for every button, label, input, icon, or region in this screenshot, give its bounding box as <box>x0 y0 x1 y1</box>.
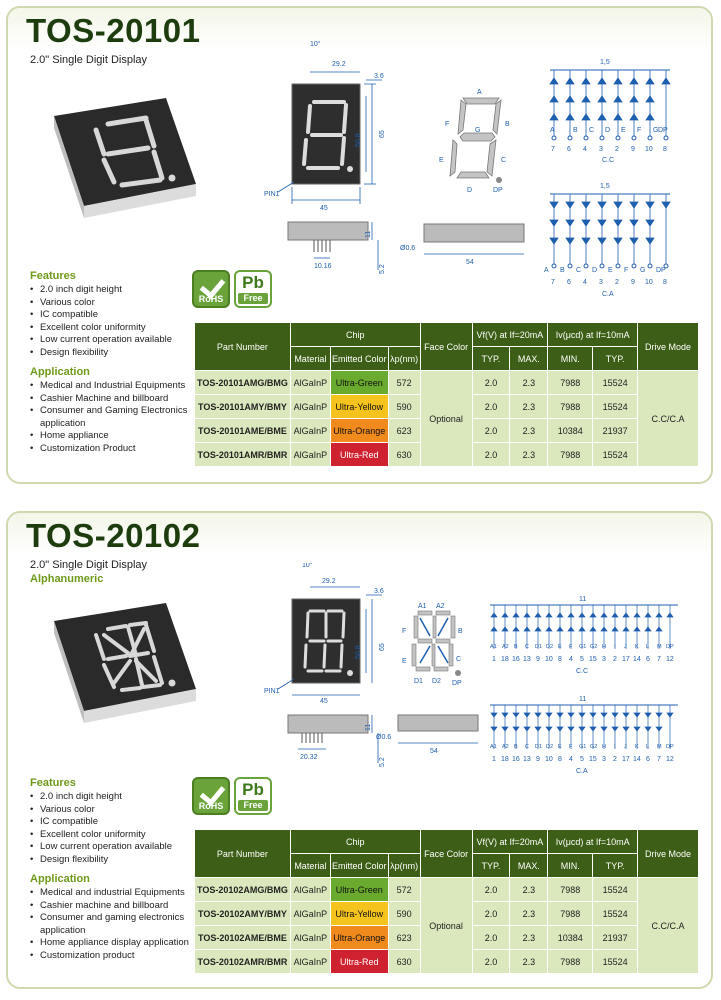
svg-text:16: 16 <box>512 756 520 763</box>
svg-text:7: 7 <box>551 279 555 286</box>
svg-text:D: D <box>592 267 598 274</box>
seg-label-g: G <box>475 127 481 134</box>
svg-text:DP: DP <box>666 744 674 750</box>
list-item: • Customization product <box>30 950 205 963</box>
color-chip-orange: Ultra-Orange <box>330 926 388 950</box>
svg-text:C.A: C.A <box>602 291 614 298</box>
schematic-common-cathode <box>540 56 680 166</box>
svg-text:8: 8 <box>558 756 562 763</box>
schematic-common-anode <box>540 180 680 305</box>
svg-text:1,5: 1,5 <box>600 59 610 66</box>
segment-layout-diagram <box>396 601 476 691</box>
svg-text:8: 8 <box>663 146 667 153</box>
svg-text:8: 8 <box>558 656 562 663</box>
svg-text:C: C <box>525 744 529 750</box>
svg-text:B: B <box>514 744 518 750</box>
svg-text:A: A <box>550 127 555 134</box>
svg-text:50.8: 50.8 <box>355 645 362 659</box>
svg-text:C.C: C.C <box>576 668 589 675</box>
pb-free-badge: Pb Free <box>234 777 272 815</box>
svg-text:20.32: 20.32 <box>300 754 318 761</box>
product-title: TOS-20102 <box>26 517 201 554</box>
svg-text:G1: G1 <box>579 644 587 650</box>
color-chip-green: Ultra-Green <box>330 371 388 395</box>
list-item: • Consumer and gaming electronics application <box>30 912 205 937</box>
svg-text:B: B <box>514 644 518 650</box>
svg-text:B: B <box>560 267 565 274</box>
svg-text:M: M <box>657 644 662 650</box>
svg-text:6: 6 <box>646 656 650 663</box>
svg-text:7: 7 <box>551 146 555 153</box>
svg-text:L: L <box>646 644 650 650</box>
front-dimension-drawing <box>248 32 398 217</box>
dim-pitch: 10.16 <box>314 263 332 270</box>
table-row: TOS-20102AMY/BMY AlGaInP Ultra-Yellow 590 2.0 2.3 7988 15524 <box>195 902 699 926</box>
dim-thick: 11 <box>365 230 372 238</box>
svg-text:45: 45 <box>320 698 328 703</box>
product-panel-tos-20101 <box>6 6 713 484</box>
list-item: • Consumer and Gaming Electronics application <box>30 405 205 430</box>
svg-text:C: C <box>576 267 582 274</box>
side-view-drawing <box>280 218 390 278</box>
svg-text:DP: DP <box>656 267 666 274</box>
svg-text:9: 9 <box>536 756 540 763</box>
svg-text:11: 11 <box>579 596 587 603</box>
svg-text:PIN1: PIN1 <box>264 688 280 695</box>
svg-text:17: 17 <box>622 756 630 763</box>
svg-text:DP: DP <box>452 680 462 687</box>
svg-text:18: 18 <box>501 656 509 663</box>
svg-text:2: 2 <box>615 279 619 286</box>
svg-text:11: 11 <box>579 696 587 703</box>
list-item: • Home appliance <box>30 430 205 443</box>
list-item: • Cashier machine and billboard <box>30 900 205 913</box>
svg-text:29.2: 29.2 <box>322 578 336 585</box>
svg-text:DP: DP <box>658 127 668 134</box>
svg-text:C: C <box>456 656 462 663</box>
seg-label-d: D <box>467 187 473 194</box>
th-emitted-color: Emitted Color <box>330 347 388 371</box>
svg-text:15: 15 <box>589 756 597 763</box>
dim-pdia: Ø0.6 <box>400 245 416 252</box>
product-photo-16seg <box>46 601 206 726</box>
svg-text:2: 2 <box>613 656 617 663</box>
svg-text:DP: DP <box>666 644 674 650</box>
table-row: TOS-20101AME/BME AlGaInP Ultra-Orange 623 2.0 2.3 10384 21937 <box>195 419 699 443</box>
list-item: • IC compatible <box>30 816 205 829</box>
svg-text:10: 10 <box>545 756 553 763</box>
th-part-number: Part Number <box>195 323 291 371</box>
svg-text:A1: A1 <box>418 603 427 610</box>
product-panel-tos-20102 <box>6 511 713 989</box>
svg-text:3: 3 <box>599 279 603 286</box>
color-chip-green: Ultra-Green <box>330 878 388 902</box>
svg-text:17: 17 <box>622 656 630 663</box>
svg-text:C: C <box>589 127 595 134</box>
svg-text:12: 12 <box>666 756 674 763</box>
list-item: • Various color <box>30 297 205 310</box>
th-min: MIN. <box>548 347 593 371</box>
svg-text:K: K <box>635 644 639 650</box>
list-item: • Low current operation available <box>30 841 205 854</box>
svg-text:L: L <box>646 744 650 750</box>
list-item: • Excellent color uniformity <box>30 829 205 842</box>
bottom-view-drawing <box>396 220 531 270</box>
color-chip-yellow: Ultra-Yellow <box>330 902 388 926</box>
application-list <box>30 380 205 455</box>
seg-label-e: E <box>439 157 444 164</box>
features-heading: Features <box>30 777 76 789</box>
table-row: TOS-20101AMG/BMG AlGaInP Ultra-Green 572 Optional 2.0 2.3 7988 15524 C.C/C.A <box>195 371 699 395</box>
svg-text:15: 15 <box>589 656 597 663</box>
svg-text:13: 13 <box>523 656 531 663</box>
svg-text:A1: A1 <box>490 644 497 650</box>
svg-text:1: 1 <box>492 656 496 663</box>
svg-text:G: G <box>640 267 646 274</box>
svg-text:4: 4 <box>583 279 587 286</box>
list-item: • 2.0 inch digit height <box>30 284 205 297</box>
svg-text:G2: G2 <box>590 744 598 750</box>
svg-text:B: B <box>573 127 578 134</box>
table-row: TOS-20102AME/BME AlGaInP Ultra-Orange 623 2.0 2.3 10384 21937 <box>195 926 699 950</box>
application-heading: Application <box>30 366 90 378</box>
seg-label-f: F <box>445 121 450 128</box>
svg-text:D: D <box>605 127 611 134</box>
svg-text:7: 7 <box>657 656 661 663</box>
svg-text:6: 6 <box>567 146 571 153</box>
svg-text:A: A <box>544 267 549 274</box>
svg-text:3: 3 <box>602 656 606 663</box>
dim-width: 45 <box>320 205 328 212</box>
th-iv: Iv(μcd) at If=10mA <box>548 323 638 347</box>
spec-table <box>194 322 699 467</box>
th-lambda: λp(nm) <box>388 347 420 371</box>
svg-text:4: 4 <box>583 146 587 153</box>
svg-text:2: 2 <box>615 146 619 153</box>
svg-text:E: E <box>402 658 407 665</box>
list-item: • Low current operation available <box>30 334 205 347</box>
svg-text:A1: A1 <box>490 744 497 750</box>
color-chip-orange: Ultra-Orange <box>330 419 388 443</box>
face-color-cell: Optional <box>420 878 472 974</box>
pb-free-badge: Pb Free <box>234 270 272 308</box>
seg-label-c: C <box>501 157 507 164</box>
svg-text:3.6: 3.6 <box>374 588 384 595</box>
list-item: • Design flexibility <box>30 854 205 867</box>
schematic-common-cathode <box>484 593 684 675</box>
svg-text:D1: D1 <box>535 644 543 650</box>
svg-text:C: C <box>525 644 529 650</box>
svg-text:9: 9 <box>536 656 540 663</box>
list-item: • Medical and Industrial Equipments <box>30 380 205 393</box>
svg-text:K: K <box>635 744 639 750</box>
seg-label-b: B <box>505 121 510 128</box>
dim-w1: 29.2 <box>332 61 346 68</box>
svg-text:9: 9 <box>631 279 635 286</box>
features-list <box>30 284 205 359</box>
product-photo-7seg <box>46 96 206 221</box>
th-chip: Chip <box>290 323 420 347</box>
svg-text:B: B <box>458 628 463 635</box>
svg-text:I: I <box>614 744 616 750</box>
list-item: • Various color <box>30 804 205 817</box>
svg-text:H: H <box>602 644 606 650</box>
svg-text:1: 1 <box>492 756 496 763</box>
svg-text:7: 7 <box>657 756 661 763</box>
svg-text:10: 10 <box>545 656 553 663</box>
product-subtitle: 2.0" Single Digit Display <box>30 54 148 66</box>
table-row: TOS-20101AMR/BMR AlGaInP Ultra-Red 630 2.0 2.3 7988 15524 <box>195 443 699 467</box>
dim-h1: 50.8 <box>355 133 362 147</box>
rohs-badge: RoHS <box>192 777 230 815</box>
svg-text:14: 14 <box>633 656 641 663</box>
svg-text:E: E <box>558 744 562 750</box>
svg-text:M: M <box>657 744 662 750</box>
th-face-color: Face Color <box>420 323 472 371</box>
svg-text:Ø0.6: Ø0.6 <box>376 734 392 741</box>
svg-text:13: 13 <box>523 756 531 763</box>
svg-text:D1: D1 <box>414 678 423 685</box>
th-max: MAX. <box>510 347 548 371</box>
svg-text:1,5: 1,5 <box>600 183 610 190</box>
th-material: Material <box>290 347 330 371</box>
th-typ: TYP. <box>472 347 510 371</box>
list-item: • Customization Product <box>30 443 205 456</box>
product-subtitle-alphanumeric: Alphanumeric <box>30 573 104 585</box>
svg-text:F: F <box>637 127 642 134</box>
svg-text:12: 12 <box>666 656 674 663</box>
svg-text:I: I <box>614 644 616 650</box>
list-item: • 2.0 inch digit height <box>30 791 205 804</box>
application-list <box>30 887 205 962</box>
color-chip-red: Ultra-Red <box>330 950 388 974</box>
svg-text:G1: G1 <box>579 744 587 750</box>
list-item: • Design flexibility <box>30 347 205 360</box>
schematic-common-anode <box>484 693 684 775</box>
svg-text:F: F <box>569 644 573 650</box>
svg-text:H: H <box>602 744 606 750</box>
svg-text:G: G <box>653 127 659 134</box>
color-chip-yellow: Ultra-Yellow <box>330 395 388 419</box>
seg-label-dp: DP <box>493 187 503 194</box>
rohs-badge: RoHS <box>192 270 230 308</box>
svg-text:D2: D2 <box>432 678 441 685</box>
th-typ: TYP. <box>593 347 638 371</box>
svg-text:4: 4 <box>569 756 573 763</box>
table-row: TOS-20102AMG/BMG AlGaInP Ultra-Green 572 Optional 2.0 2.3 7988 15524 C.C/C.A <box>195 878 699 902</box>
svg-text:E: E <box>558 644 562 650</box>
drive-mode-cell: C.C/C.A <box>638 371 699 467</box>
svg-text:9: 9 <box>631 146 635 153</box>
svg-text:8: 8 <box>663 279 667 286</box>
front-dimension-drawing <box>248 563 398 703</box>
svg-text:F: F <box>402 628 407 635</box>
svg-text:3: 3 <box>602 756 606 763</box>
dim-h2: 65 <box>379 130 386 138</box>
list-item: • IC compatible <box>30 309 205 322</box>
svg-text:10°: 10° <box>302 563 313 569</box>
seg-label-a: A <box>477 89 482 96</box>
svg-text:J: J <box>624 744 627 750</box>
svg-text:14: 14 <box>633 756 641 763</box>
svg-text:E: E <box>608 267 613 274</box>
svg-text:6: 6 <box>567 279 571 286</box>
dim-plen: 54 <box>466 259 474 266</box>
svg-text:E: E <box>621 127 626 134</box>
svg-text:A2: A2 <box>502 644 509 650</box>
svg-text:A2: A2 <box>436 603 445 610</box>
svg-text:18: 18 <box>501 756 509 763</box>
bottom-view-drawing <box>374 713 484 763</box>
svg-text:10: 10 <box>645 146 653 153</box>
table-row: TOS-20102AMR/BMR AlGaInP Ultra-Red 630 2.0 2.3 7988 15524 <box>195 950 699 974</box>
svg-text:10: 10 <box>645 279 653 286</box>
svg-text:65: 65 <box>379 643 386 651</box>
list-item: • Excellent color uniformity <box>30 322 205 335</box>
svg-text:11: 11 <box>365 723 372 731</box>
svg-text:5: 5 <box>580 756 584 763</box>
svg-text:6: 6 <box>646 756 650 763</box>
dim-pin: PIN1 <box>264 191 280 198</box>
svg-text:G2: G2 <box>590 644 598 650</box>
features-list <box>30 791 205 866</box>
list-item: • Home appliance display application <box>30 937 205 950</box>
color-chip-red: Ultra-Red <box>330 443 388 467</box>
th-vf: Vf(V) at If=20mA <box>472 323 548 347</box>
face-color-cell: Optional <box>420 371 472 467</box>
table-row: TOS-20101AMY/BMY AlGaInP Ultra-Yellow 590 2.0 2.3 7988 15524 <box>195 395 699 419</box>
spec-table: Part Number Chip Face Color Vf(V) at If=20mA Iv(μcd) at If=10mA Drive Mode Material Emitted Color λp(nm) TYP. MAX. MIN. TYP. TOS-20102AMG/BMG AlGaInP Ultra-Green 572 Optional 2.0 2.3 7988 15524 C.C/C.A TOS-20102AMY/BMY AlGaInP Ultra-Yellow 590 2.0 2.3 7988 15524 TOS-20102AME/BME AlGaInP Ultra-Orange 623 2.0 2.3 10384 21937 TOS-20102AMR/BMR AlGaInP Ultra-Red 630 2.0 2.3 7988 15524 <box>194 829 699 974</box>
svg-text:4: 4 <box>569 656 573 663</box>
svg-text:D1: D1 <box>535 744 543 750</box>
svg-text:2: 2 <box>613 756 617 763</box>
svg-text:A2: A2 <box>502 744 509 750</box>
svg-text:F: F <box>624 267 629 274</box>
dim-w2: 3.6 <box>374 73 384 80</box>
product-subtitle: 2.0" Single Digit Display <box>30 559 148 571</box>
th-drive-mode: Drive Mode <box>638 323 699 371</box>
segment-layout-diagram <box>423 82 523 202</box>
svg-text:J: J <box>624 644 627 650</box>
svg-text:54: 54 <box>430 748 438 755</box>
drive-mode-cell: C.C/C.A <box>638 878 699 974</box>
dim-pinlen: 5.2 <box>379 264 386 274</box>
svg-text:5: 5 <box>580 656 584 663</box>
svg-text:D2: D2 <box>546 744 554 750</box>
svg-text:5.2: 5.2 <box>379 757 386 767</box>
list-item: • Cashier Machine and billboard <box>30 393 205 406</box>
svg-text:D2: D2 <box>546 644 554 650</box>
list-item: • Medical and industrial Equipments <box>30 887 205 900</box>
svg-text:16: 16 <box>512 656 520 663</box>
product-title: TOS-20101 <box>26 12 201 49</box>
svg-text:3: 3 <box>599 146 603 153</box>
svg-text:C.A: C.A <box>576 768 588 775</box>
dim-angle: 10° <box>310 41 321 48</box>
svg-text:F: F <box>569 744 573 750</box>
application-heading: Application <box>30 873 90 885</box>
svg-text:C.C: C.C <box>602 157 615 164</box>
features-heading: Features <box>30 270 76 282</box>
